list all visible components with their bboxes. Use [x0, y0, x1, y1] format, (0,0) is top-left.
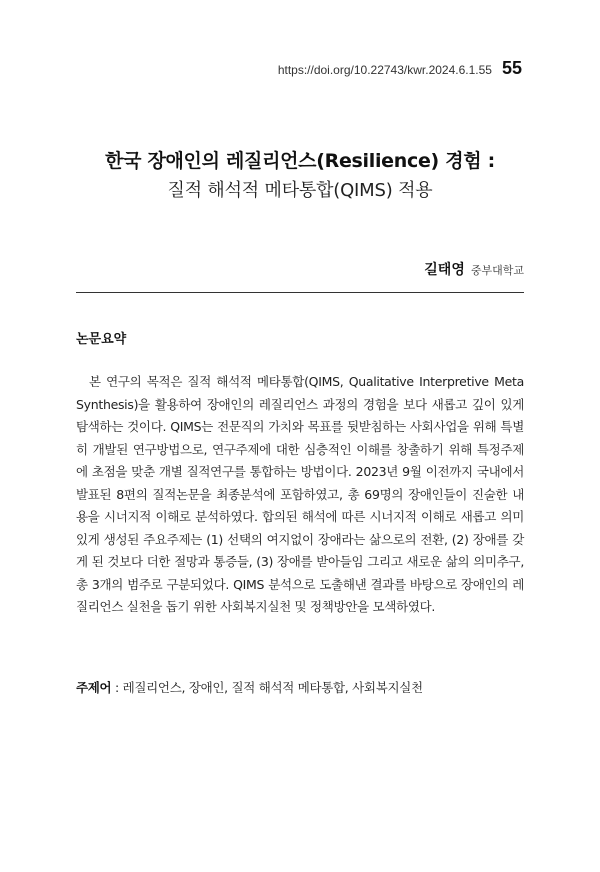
- page-header: [278, 58, 522, 79]
- keywords-line: [76, 678, 524, 696]
- page-number: 55: [501, 58, 522, 78]
- keywords-terms: 레질리언스, 장애인, 질적 해석적 메타통합, 사회복지실천: [122, 680, 423, 695]
- header-divider: [76, 292, 524, 293]
- author-name: 길태영: [424, 262, 465, 278]
- paper-title: 한국 장애인의 레질리언스(Resilience) 경험 :: [105, 150, 495, 172]
- keywords-separator: :: [111, 680, 123, 695]
- author-line: [424, 259, 524, 279]
- title-block: [0, 146, 600, 206]
- paper-subtitle: 질적 해석적 메타통합(QIMS) 적용: [167, 180, 433, 201]
- abstract-heading: 논문요약: [76, 332, 127, 347]
- author-affiliation: 중부대학교: [470, 264, 524, 277]
- keywords-label: 주제어: [76, 680, 112, 695]
- doi-link[interactable]: https://doi.org/10.22743/kwr.2024.6.1.55: [277, 63, 492, 77]
- abstract-body: 본 연구의 목적은 질적 해석적 메타통합(QIMS, Qualitative Interpretive Meta Synthesis)을 활용하여 장애인의 레질리언스 과정의 경험을 보다 새롭고 깊이 있게 탐색하는 것이다. QIMS는 전문직의 가치와 목표를 뒷받침하는 사회사업을 위해 특별히 개발된 연구방법으로, 연구주제에 대한 심층적인 이해를 창출하기 위해 특정주제에 초점을 맞춘 개별 질적연구를 통합하는 방법이다. 2023년 9월 이전까지 국내에서 발표된 8편의 질적논문을 최종분석에 포함하였고, 총 69명의 장애인들이 진술한 내용을 시너지적 이해로 분석하였다. 합의된 해석에 따른 시너지적 이해로 새롭고 의미 있게 생성된 주요주제는 (1) 선택의 여지없이 장애라는 삶으로의 전환, (2) 장애를 갖게 된 것보다 더한 절망과 통증들, (3) 장애를 받아들임 그리고 새로운 삶의 의미추구, 총 3개의 범주로 구분되었다. QIMS 분석으로 도출해낸 결과를 바탕으로 장애인의 레질리언스 실천을 돕기 위한 사회복지실천 및 정책방안을 모색하였다.: [76, 374, 524, 614]
